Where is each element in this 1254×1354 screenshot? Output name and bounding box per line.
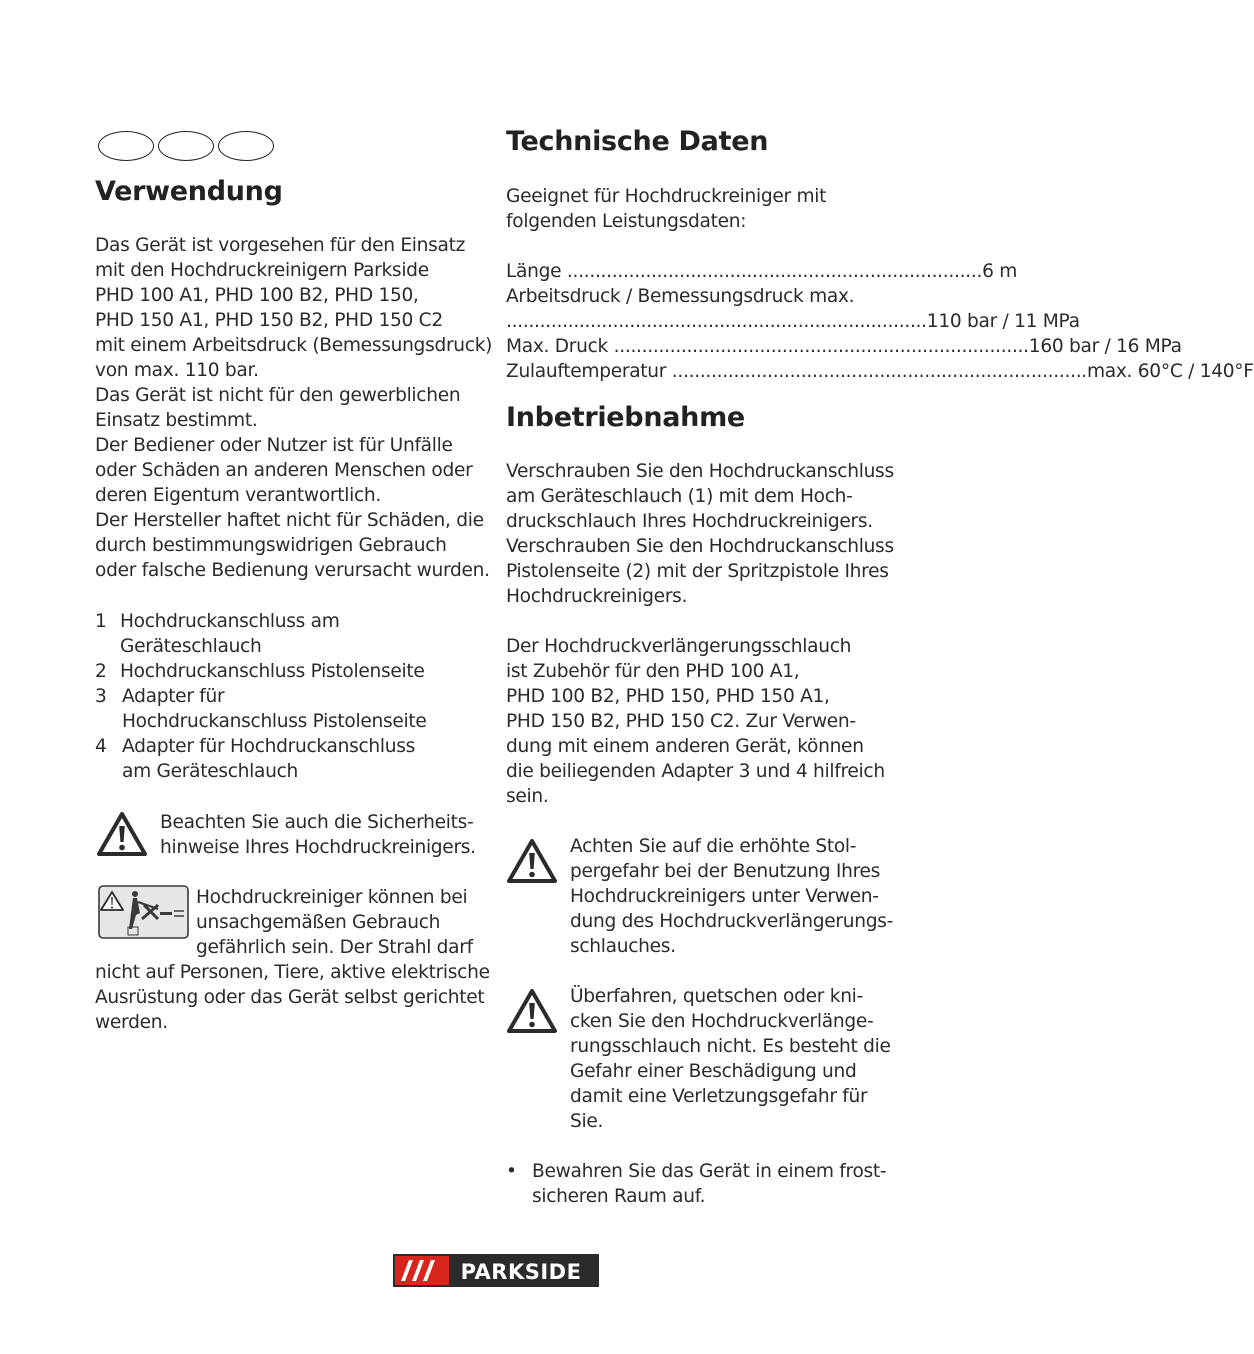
spec-label: Arbeitsdruck / Bemessungsdruck max. xyxy=(506,286,855,307)
paragraph: Der Hochdruckverlängerungsschlauch ist Zubehör für den PHD 100 A1, PHD 100 B2, PHD 150, PHD 150 A1, PHD 150 B2, PHD 150 C2. Zur Verwen- dung mit einem anderen Gerät, können die beiliegenden Adapter 3 und 4 hilfreich sein. xyxy=(506,636,885,807)
warning-text: Beachten Sie auch die Sicherheits- hinweise Ihres Hochdruckreinigers. xyxy=(160,812,476,858)
spec-table xyxy=(506,259,1254,384)
text-line: oder falsche Bedienung verursacht wurden. xyxy=(95,560,490,581)
intro-text xyxy=(95,233,492,583)
text-line: PHD 100 A1, PHD 100 B2, PHD 150, xyxy=(95,285,419,306)
bullet-icon: • xyxy=(506,1161,517,1182)
spec-row: Zulauftemperatur .......................................................................... max. 60°C / 140°F xyxy=(506,361,1254,382)
text-line: durch bestimmungswidrigen Gebrauch xyxy=(95,535,447,556)
text-line: mit einem Arbeitsdruck (Bemessungsdruck) xyxy=(95,335,493,356)
list-item: 3 Adapter für Hochdruckanschluss Pistolenseite xyxy=(95,686,427,732)
list-item: 4 Adapter für Hochdruckanschluss am Geräteschlauch xyxy=(95,736,416,782)
paragraph: Verschrauben Sie den Hochdruckanschluss am Geräteschlauch (1) mit dem Hoch- druckschlauch Ihres Hochdruckreinigers. Verschrauben Sie den Hochdruckanschluss Pistolenseite (2) mit der Spritzpistole Ihres Hochdruckreinigers. xyxy=(506,461,894,607)
text-line: PHD 150 A1, PHD 150 B2, PHD 150 C2 xyxy=(95,310,443,331)
warning-icon xyxy=(506,838,558,884)
heading-technische-daten: Technische Daten xyxy=(506,126,769,157)
text-line: Der Hersteller haftet nicht für Schäden, die xyxy=(95,510,484,531)
text-line: Das Gerät ist vorgesehen für den Einsatz xyxy=(95,235,466,256)
text-line: Einsatz bestimmt. xyxy=(95,410,258,431)
parts-list xyxy=(95,609,427,784)
warning-icon xyxy=(506,988,558,1034)
text-line: von max. 110 bar. xyxy=(95,360,259,381)
list-item: 1 Hochdruckanschluss am Geräteschlauch xyxy=(95,611,340,657)
warning-text: Achten Sie auf die erhöhte Stol- pergefahr bei der Benutzung Ihres Hochdruckreinigers unter Verwen- dung des Hochdruckverlängerungs- schlauches. xyxy=(570,836,893,957)
bullet-item: • Bewahren Sie das Gerät in einem frost- sicheren Raum auf. xyxy=(506,1161,887,1207)
heading-verwendung: Verwendung xyxy=(95,176,283,207)
tech-intro: Geeignet für Hochdruckreiniger mit folgenden Leistungsdaten: xyxy=(506,186,827,232)
language-oval xyxy=(158,131,214,161)
language-oval xyxy=(98,131,154,161)
text-line: mit den Hochdruckreinigern Parkside xyxy=(95,260,429,281)
hazard-text-start: Hochdruckreiniger können bei unsachgemäßen Gebrauch gefährlich sein. Der Strahl darf xyxy=(196,887,473,958)
parkside-logo xyxy=(393,1254,599,1287)
text-line: oder Schäden an anderen Menschen oder xyxy=(95,460,473,481)
logo-text: PARKSIDE xyxy=(460,1260,582,1284)
text-line: deren Eigentum verantwortlich. xyxy=(95,485,381,506)
spec-row: Länge .......................................................................... 6 m xyxy=(506,261,1018,282)
list-item: 2 Hochdruckanschluss Pistolenseite xyxy=(95,661,425,682)
hazard-text-end: nicht auf Personen, Tiere, aktive elektrische Ausrüstung oder das Gerät selbst gerichtet werden. xyxy=(95,962,490,1033)
warning-text: Überfahren, quetschen oder kni- cken Sie den Hochdruckverlänge- rungsschlauch nicht. Es besteht die Gefahr einer Beschädigung und damit eine Verletzungsgefahr für Sie. xyxy=(570,986,891,1132)
spec-row: ........................................................................... 110 bar / 11 MPa xyxy=(506,311,1080,332)
language-ovals xyxy=(98,131,278,165)
spec-row: Max. Druck .......................................................................... 160 bar / 16 MPa xyxy=(506,336,1182,357)
language-oval xyxy=(218,131,274,161)
warning-icon xyxy=(96,811,148,857)
text-line: Das Gerät ist nicht für den gewerblichen xyxy=(95,385,461,406)
text-line: Der Bediener oder Nutzer ist für Unfälle xyxy=(95,435,453,456)
heading-inbetriebnahme: Inbetriebnahme xyxy=(506,402,745,433)
pressure-washer-hazard-icon xyxy=(98,885,189,939)
